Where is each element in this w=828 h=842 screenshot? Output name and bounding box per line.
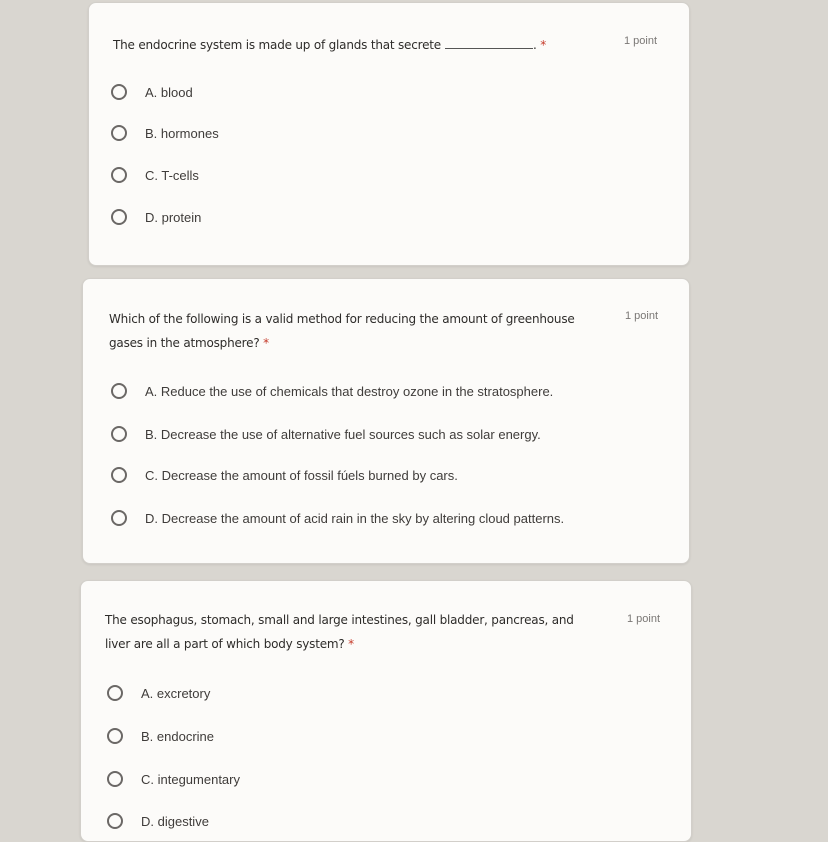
option-label: B. endocrine	[141, 728, 214, 744]
question-text: The esophagus, stomach, small and large intestines, gall bladder, pancreas, and	[105, 613, 574, 627]
option-label: A. excretory	[141, 685, 211, 701]
option-d[interactable]	[111, 209, 201, 225]
option-a[interactable]	[111, 84, 193, 100]
radio-button[interactable]	[111, 426, 127, 442]
option-label: C. Decrease the amount of fossil fúels burned by cars.	[145, 467, 458, 483]
radio-button[interactable]	[107, 771, 123, 787]
option-d[interactable]	[107, 813, 209, 829]
required-asterisk: *	[263, 336, 269, 350]
option-c[interactable]	[111, 467, 458, 483]
question-title	[113, 33, 546, 57]
question-card-2	[82, 278, 690, 564]
radio-button[interactable]	[111, 125, 127, 141]
option-a[interactable]	[107, 685, 210, 701]
option-c[interactable]	[111, 167, 199, 183]
question-text: Which of the following is a valid method for reducing the amount of greenhouse	[109, 312, 575, 326]
question-text: liver are all a part of which body system?	[105, 637, 345, 651]
radio-button[interactable]	[111, 167, 127, 183]
option-label: B. Decrease the use of alternative fuel sources such as solar energy.	[145, 426, 541, 442]
radio-button[interactable]	[111, 467, 127, 483]
option-d[interactable]	[111, 510, 564, 526]
answer-blank	[445, 36, 533, 49]
option-label: D. digestive	[141, 813, 209, 829]
required-asterisk: *	[348, 637, 354, 651]
option-b[interactable]	[107, 728, 214, 744]
radio-button[interactable]	[111, 209, 127, 225]
option-label: D. protein	[145, 209, 202, 225]
question-title	[109, 307, 575, 355]
radio-button[interactable]	[107, 685, 123, 701]
question-title	[105, 608, 574, 656]
option-label: C. integumentary	[141, 771, 240, 787]
question-text: The endocrine system is made up of glands that secrete	[113, 38, 441, 52]
option-label: C. T-cells	[145, 167, 199, 183]
question-text-end: .	[532, 38, 537, 52]
points-label: 1 point	[627, 613, 661, 625]
option-label: B. hormones	[145, 125, 219, 141]
radio-button[interactable]	[111, 84, 127, 100]
question-card-1	[88, 2, 690, 266]
question-text: gases in the atmosphere?	[109, 336, 260, 350]
points-label: 1 point	[624, 35, 658, 47]
option-label: D. Decrease the amount of acid rain in the sky by altering cloud patterns.	[145, 510, 565, 526]
option-label: A. Reduce the use of chemicals that destroy ozone in the stratosphere.	[145, 383, 554, 399]
required-asterisk: *	[540, 38, 547, 52]
option-label: A. blood	[145, 84, 193, 100]
question-card-3	[80, 580, 692, 842]
radio-button[interactable]	[111, 383, 127, 399]
radio-button[interactable]	[111, 510, 127, 526]
option-a[interactable]	[111, 383, 553, 399]
option-c[interactable]	[107, 771, 240, 787]
option-b[interactable]	[111, 125, 219, 141]
points-label: 1 point	[625, 310, 659, 322]
radio-button[interactable]	[107, 728, 123, 744]
option-b[interactable]	[111, 426, 541, 442]
radio-button[interactable]	[107, 813, 123, 829]
